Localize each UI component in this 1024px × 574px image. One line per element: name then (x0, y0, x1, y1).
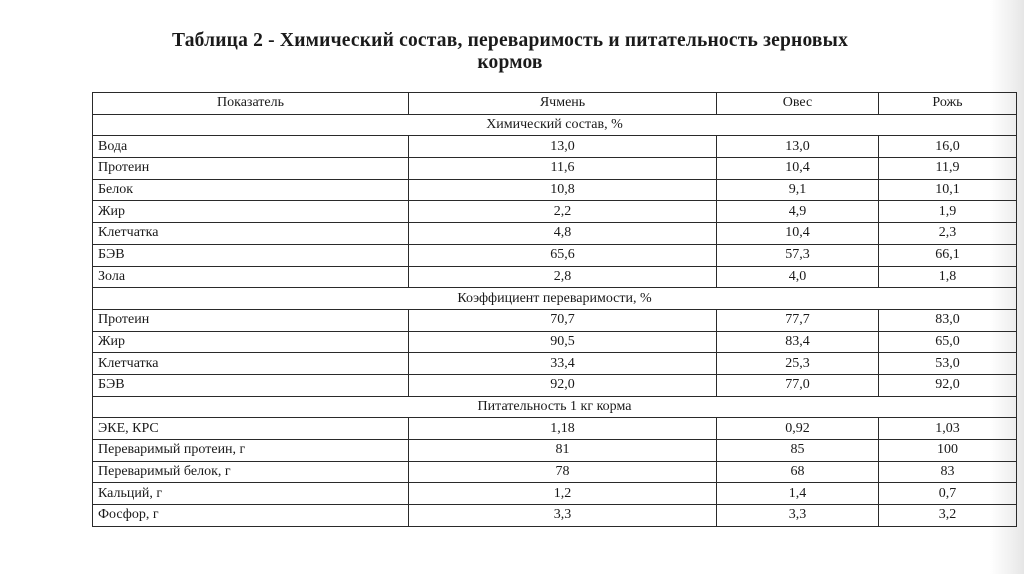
barley-value: 13,0 (409, 136, 717, 158)
row-indicator-name: БЭВ (93, 374, 409, 396)
table-row (93, 418, 1017, 440)
section-title: Химический состав, % (93, 114, 1017, 136)
table-row (93, 244, 1017, 266)
row-indicator-name: Фосфор, г (93, 505, 409, 527)
row-indicator-name: БЭВ (93, 244, 409, 266)
rye-value: 1,9 (879, 201, 1017, 223)
oats-value: 10,4 (717, 223, 879, 245)
barley-value: 2,8 (409, 266, 717, 288)
row-indicator-name: Клетчатка (93, 353, 409, 375)
barley-value: 65,6 (409, 244, 717, 266)
row-indicator-name: Протеин (93, 309, 409, 331)
table-row (93, 331, 1017, 353)
rye-value: 2,3 (879, 223, 1017, 245)
rye-value: 66,1 (879, 244, 1017, 266)
rye-value: 3,2 (879, 505, 1017, 527)
oats-value: 85 (717, 440, 879, 462)
header-barley: Ячмень (409, 93, 717, 115)
section-row (93, 288, 1017, 310)
oats-value: 83,4 (717, 331, 879, 353)
oats-value: 68 (717, 461, 879, 483)
rye-value: 16,0 (879, 136, 1017, 158)
row-indicator-name: Переваримый протеин, г (93, 440, 409, 462)
barley-value: 81 (409, 440, 717, 462)
row-indicator-name: Клетчатка (93, 223, 409, 245)
header-rye: Рожь (879, 93, 1017, 115)
oats-value: 25,3 (717, 353, 879, 375)
barley-value: 90,5 (409, 331, 717, 353)
header-indicator: Показатель (93, 93, 409, 115)
barley-value: 11,6 (409, 158, 717, 180)
barley-value: 4,8 (409, 223, 717, 245)
row-indicator-name: Вода (93, 136, 409, 158)
oats-value: 4,9 (717, 201, 879, 223)
table-row (93, 505, 1017, 527)
oats-value: 3,3 (717, 505, 879, 527)
oats-value: 10,4 (717, 158, 879, 180)
barley-value: 10,8 (409, 179, 717, 201)
table-row (93, 136, 1017, 158)
row-indicator-name: Жир (93, 331, 409, 353)
barley-value: 1,2 (409, 483, 717, 505)
oats-value: 57,3 (717, 244, 879, 266)
oats-value: 1,4 (717, 483, 879, 505)
rye-value: 10,1 (879, 179, 1017, 201)
row-indicator-name: Кальций, г (93, 483, 409, 505)
table-row (93, 158, 1017, 180)
table-row (93, 353, 1017, 375)
row-indicator-name: Протеин (93, 158, 409, 180)
rye-value: 83 (879, 461, 1017, 483)
section-title: Питательность 1 кг корма (93, 396, 1017, 418)
rye-value: 11,9 (879, 158, 1017, 180)
rye-value: 1,8 (879, 266, 1017, 288)
table-header-row (93, 93, 1017, 115)
barley-value: 92,0 (409, 374, 717, 396)
rye-value: 65,0 (879, 331, 1017, 353)
table-row (93, 201, 1017, 223)
barley-value: 78 (409, 461, 717, 483)
barley-value: 2,2 (409, 201, 717, 223)
barley-value: 33,4 (409, 353, 717, 375)
barley-value: 1,18 (409, 418, 717, 440)
oats-value: 13,0 (717, 136, 879, 158)
row-indicator-name: Зола (93, 266, 409, 288)
rye-value: 0,7 (879, 483, 1017, 505)
oats-value: 4,0 (717, 266, 879, 288)
rye-value: 53,0 (879, 353, 1017, 375)
table-row (93, 440, 1017, 462)
barley-value: 70,7 (409, 309, 717, 331)
table-body (93, 114, 1017, 526)
feed-composition-table (92, 92, 1017, 527)
rye-value: 83,0 (879, 309, 1017, 331)
oats-value: 77,0 (717, 374, 879, 396)
row-indicator-name: Жир (93, 201, 409, 223)
table-row (93, 309, 1017, 331)
table-row (93, 461, 1017, 483)
header-oats: Овес (717, 93, 879, 115)
table-title-line-1: Таблица 2 - Химический состав, переваримость и питательность зерновых (171, 30, 849, 51)
table-title-line-2: кормов (477, 52, 543, 73)
section-row (93, 396, 1017, 418)
table-row (93, 266, 1017, 288)
table-row (93, 179, 1017, 201)
oats-value: 9,1 (717, 179, 879, 201)
section-title: Коэффициент переваримости, % (93, 288, 1017, 310)
rye-value: 1,03 (879, 418, 1017, 440)
row-indicator-name: Переваримый белок, г (93, 461, 409, 483)
table-row (93, 483, 1017, 505)
rye-value: 92,0 (879, 374, 1017, 396)
row-indicator-name: Белок (93, 179, 409, 201)
rye-value: 100 (879, 440, 1017, 462)
table-row (93, 223, 1017, 245)
table-row (93, 374, 1017, 396)
barley-value: 3,3 (409, 505, 717, 527)
oats-value: 77,7 (717, 309, 879, 331)
row-indicator-name: ЭКЕ, КРС (93, 418, 409, 440)
table-title (60, 30, 960, 74)
section-row (93, 114, 1017, 136)
oats-value: 0,92 (717, 418, 879, 440)
